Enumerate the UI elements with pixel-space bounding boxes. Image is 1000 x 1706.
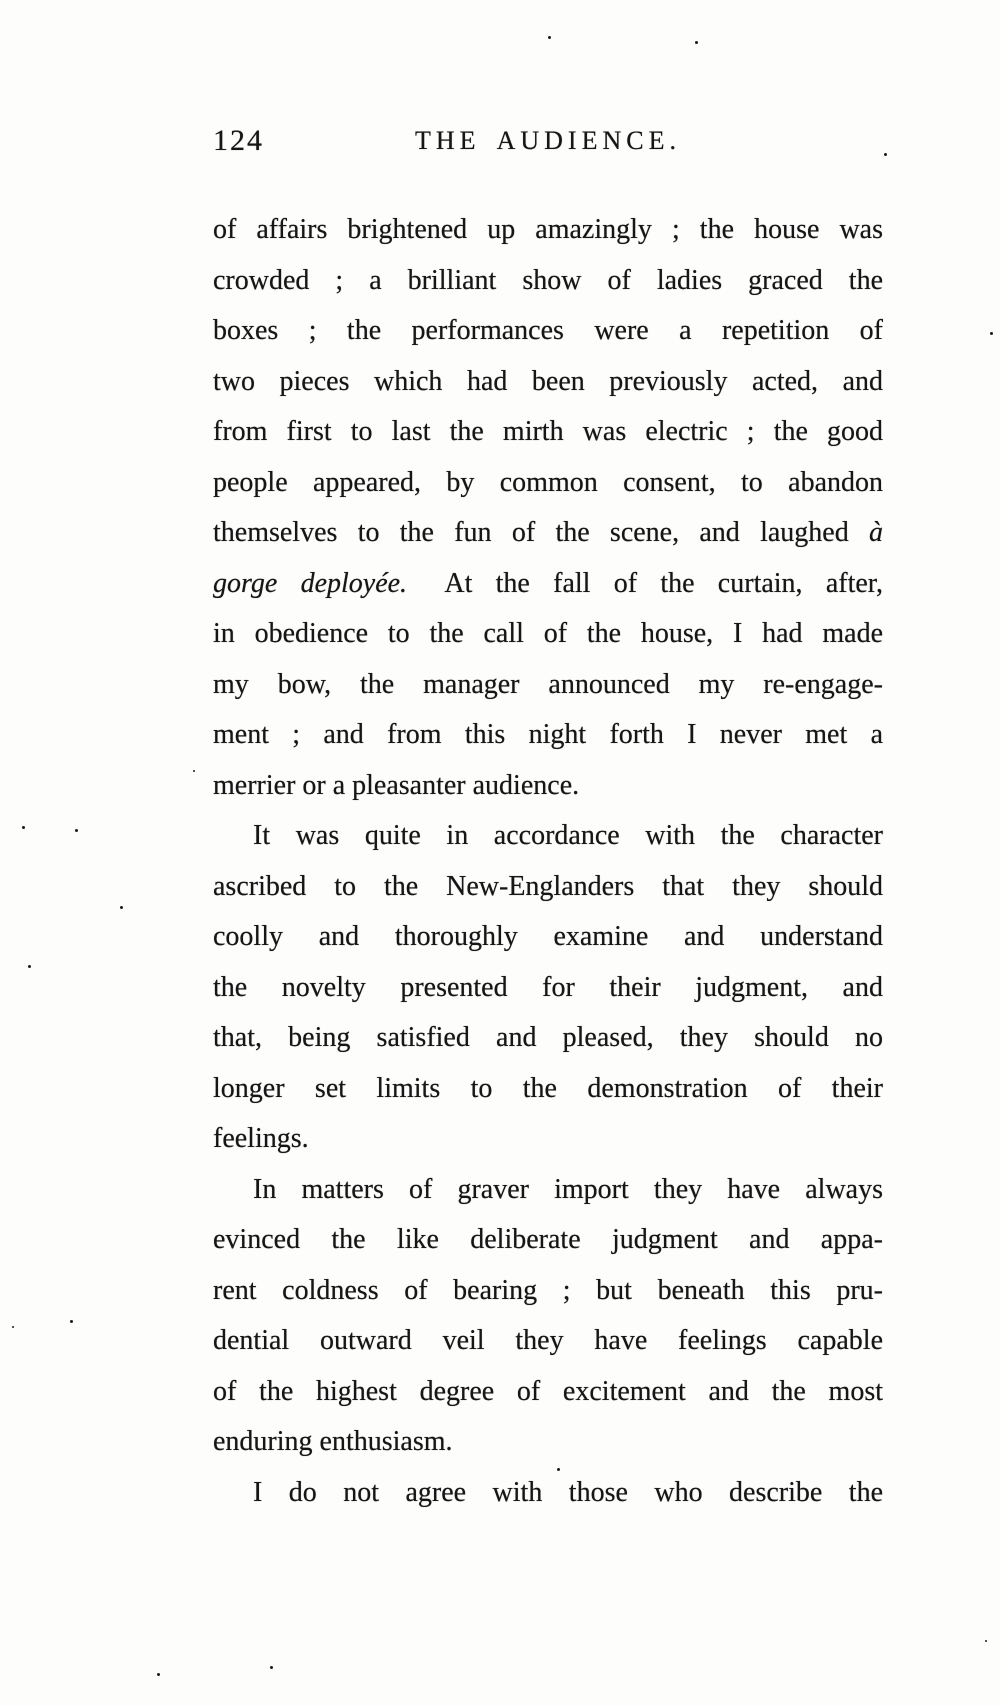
text-segment: boxes ; the performances were a repetition of — [213, 315, 883, 346]
text-line — [213, 559, 883, 610]
scan-speck — [12, 1326, 14, 1328]
text-segment: ascribed to the New-Englanders that they should — [213, 870, 883, 902]
text-line — [213, 1316, 883, 1367]
scan-speck — [157, 1673, 160, 1676]
text-line — [213, 256, 883, 307]
text-segment: It was quite in accordance with the character — [253, 820, 883, 851]
text-line — [213, 508, 883, 559]
scan-speck — [28, 965, 31, 968]
text-line — [213, 963, 883, 1014]
text-line — [213, 1215, 883, 1266]
text-segment: crowded ; a brilliant show of ladies graced the — [213, 264, 883, 296]
text-line — [213, 357, 883, 408]
running-title: THE AUDIENCE. — [415, 126, 681, 155]
text-line — [213, 1468, 883, 1519]
text-segment: I do not agree with those who describe the — [253, 1476, 883, 1508]
text-segment: evinced the like deliberate judgment and appa- — [213, 1224, 883, 1255]
text-line — [213, 1417, 883, 1468]
text-segment: two pieces which had been previously acted, and — [213, 365, 883, 397]
text-segment: In matters of graver import they have always — [253, 1173, 883, 1205]
scan-speck — [22, 826, 25, 829]
text-line — [213, 761, 883, 812]
text-line — [213, 660, 883, 711]
text-line — [213, 306, 883, 357]
text-segment: à — [869, 517, 883, 548]
text-line — [213, 710, 883, 761]
scan-speck — [193, 770, 195, 772]
text-segment: feelings. — [213, 1123, 309, 1154]
text-segment: my bow, the manager announced my re-engage- — [213, 668, 883, 700]
scan-speck — [557, 1468, 560, 1471]
text-segment: At the fall of the curtain, after, — [407, 567, 883, 599]
scan-speck — [120, 906, 123, 909]
page-header — [213, 124, 883, 162]
text-segment: in obedience to the call of the house, I had made — [213, 618, 883, 649]
text-line — [213, 407, 883, 458]
text-segment: dential outward veil they have feelings capable — [213, 1325, 883, 1356]
text-line — [213, 609, 883, 660]
page-body — [213, 205, 883, 1518]
text-line — [213, 1367, 883, 1418]
scan-speck — [985, 1640, 987, 1642]
text-line — [213, 1266, 883, 1317]
text-line — [213, 811, 883, 862]
text-segment: the novelty presented for their judgment, and — [213, 971, 883, 1003]
text-segment: gorge deployée. — [213, 567, 408, 599]
scan-speck — [75, 829, 78, 832]
scan-speck — [884, 153, 887, 156]
text-segment: that, being satisfied and pleased, they should no — [213, 1022, 883, 1053]
text-line — [213, 1013, 883, 1064]
text-segment: rent coldness of bearing ; but beneath this pru- — [213, 1274, 883, 1306]
page-number: 124 — [213, 124, 264, 157]
scan-speck — [70, 1320, 73, 1323]
scan-speck — [270, 1666, 273, 1669]
text-line — [213, 1064, 883, 1115]
text-line — [213, 1165, 883, 1216]
text-line — [213, 862, 883, 913]
text-segment: themselves to the fun of the scene, and laughed — [213, 517, 869, 548]
text-segment: from first to last the mirth was electric ; the good — [213, 416, 883, 447]
scan-speck — [548, 36, 551, 39]
text-line — [213, 912, 883, 963]
text-line — [213, 458, 883, 509]
text-segment: ment ; and from this night forth I never met a — [213, 719, 883, 750]
text-segment: of affairs brightened up amazingly ; the house was — [213, 214, 883, 245]
text-segment: longer set limits to the demonstration of their — [213, 1072, 883, 1104]
text-line — [213, 205, 883, 256]
scan-speck — [695, 41, 698, 44]
scan-speck — [990, 332, 993, 335]
text-segment: enduring enthusiasm. — [213, 1426, 453, 1457]
text-segment: coolly and thoroughly examine and understand — [213, 921, 883, 952]
text-segment: merrier or a pleasanter audience. — [213, 769, 580, 801]
text-segment: of the highest degree of excitement and the most — [213, 1375, 883, 1407]
text-line — [213, 1114, 883, 1165]
text-segment: people appeared, by common consent, to abandon — [213, 466, 883, 498]
